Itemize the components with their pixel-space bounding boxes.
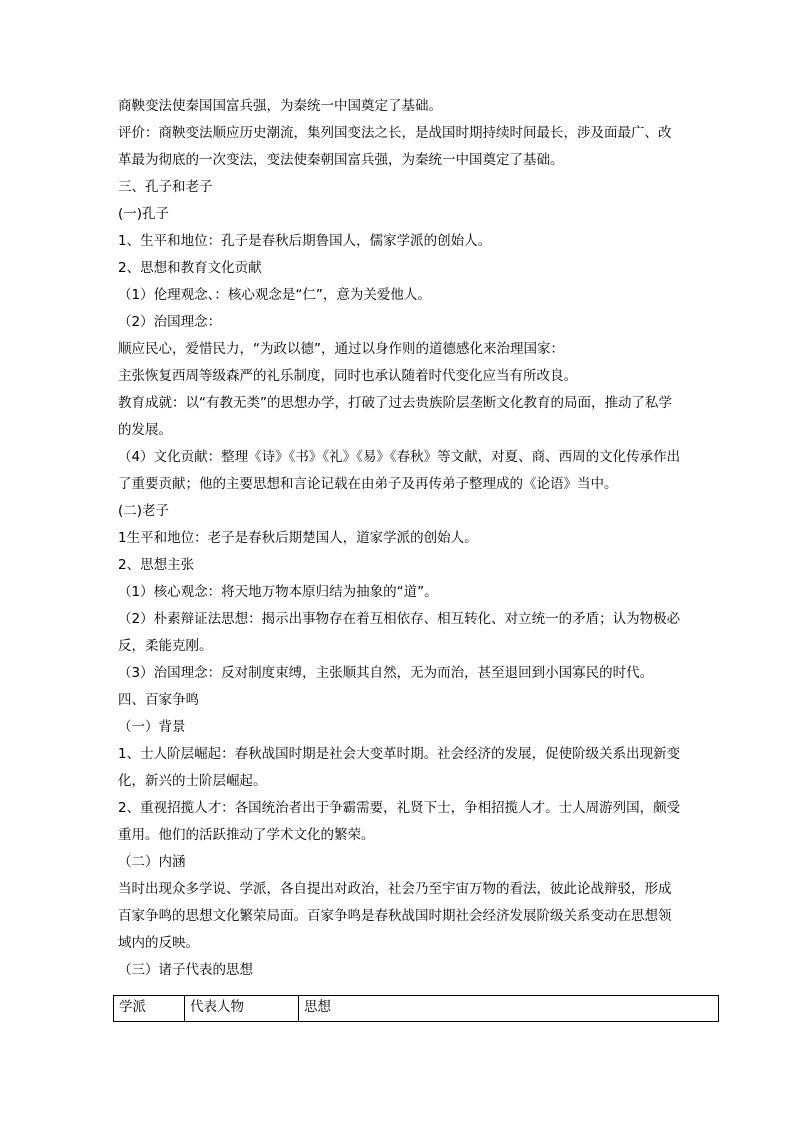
- background-scholars: 1、士人阶层崛起：春秋战国时期是社会大变革时期。社会经济的发展，促使阶级关系出现新变化，新兴的士阶层崛起。: [118, 746, 681, 789]
- paragraph-shangyang-result: 商鞅变法使秦国国富兵强，为秦统一中国奠定了基础。: [118, 98, 442, 114]
- confucius-ethics: （1）伦理观念、：核心观念是“仁”，意为关爱他人。: [118, 287, 431, 303]
- laozi-life: 1生平和地位：老子是春秋后期楚国人，道家学派的创始人。: [118, 530, 478, 546]
- subheading-background: （一）背景: [118, 719, 186, 735]
- document-body: [118, 93, 684, 984]
- confucius-culture: （4）文化贡献：整理《诗》《书》《礼》《易》《春秋》等文献，对夏、商、西周的文化传承作出了重要贡献；他的主要思想和言论记载在由弟子及再传弟子整理成的《论语》当中。: [118, 449, 681, 492]
- header-cell-thought: 思想: [299, 996, 719, 1022]
- confucius-thought-heading: 2、思想和教育文化贡献: [118, 260, 262, 276]
- laozi-governance: （3）治国理念：反对制度束缚，主张顺其自然，无为而治，甚至退回到小国寡民的时代。: [118, 665, 654, 681]
- laozi-dialectics: （2）朴素辩证法思想：揭示出事物存在着互相依存、相互转化、对立统一的矛盾；认为物极必反，柔能克刚。: [118, 611, 681, 654]
- confucius-education: 教育成就：以“有教无类”的思想办学，打破了过去贵族阶层垄断文化教育的局面，推动了私学的发展。: [118, 395, 672, 438]
- confucius-life: 1、生平和地位：孔子是春秋后期鲁国人，儒家学派的创始人。: [118, 233, 492, 249]
- confucius-governance-1: 顺应民心，爱惜民力，“为政以德”，通过以身作则的道德感化来治理国家：: [118, 341, 564, 357]
- schools-table: [113, 995, 719, 1022]
- header-cell-school: 学派: [114, 996, 185, 1022]
- section-heading-hundred-schools: 四、百家争鸣: [118, 692, 199, 708]
- confucius-governance-heading: （2）治国理念：: [118, 314, 222, 330]
- subheading-laozi: (二)老子: [118, 503, 170, 519]
- subheading-schools-thought: （三）诸子代表的思想: [118, 962, 253, 978]
- laozi-core-concept: （1）核心观念：将天地万物本原归结为抽象的“道”。: [118, 584, 438, 600]
- confucius-governance-2: 主张恢复西周等级森严的礼乐制度，同时也承认随着时代变化应当有所改良。: [118, 368, 577, 384]
- header-cell-representatives: 代表人物: [185, 996, 299, 1022]
- table-header-row: [114, 996, 719, 1022]
- laozi-thought-heading: 2、思想主张: [118, 557, 195, 573]
- section-heading-confucius-laozi: 三、孔子和老子: [118, 179, 213, 195]
- connotation-paragraph: 当时出现众多学说、学派，各自提出对政治，社会乃至宇宙万物的看法，彼此论战辩驳，形成百家争鸣的思想文化繁荣局面。百家争鸣是春秋战国时期社会经济发展阶级关系变动在思想领域内的反映。: [118, 881, 672, 951]
- subheading-confucius: (一)孔子: [118, 206, 170, 222]
- subheading-connotation: （二）内涵: [118, 854, 186, 870]
- background-talent: 2、重视招揽人才：各国统治者出于争霸需要，礼贤下士，争相招揽人才。士人周游列国，颇受重用。他们的活跃推动了学术文化的繁荣。: [118, 800, 681, 843]
- paragraph-evaluation: 评价：商鞅变法顺应历史潮流，集列国变法之长，是战国时期持续时间最长，涉及面最广、改革最为彻底的一次变法，变法使秦朝国富兵强，为秦统一中国奠定了基础。: [118, 125, 672, 168]
